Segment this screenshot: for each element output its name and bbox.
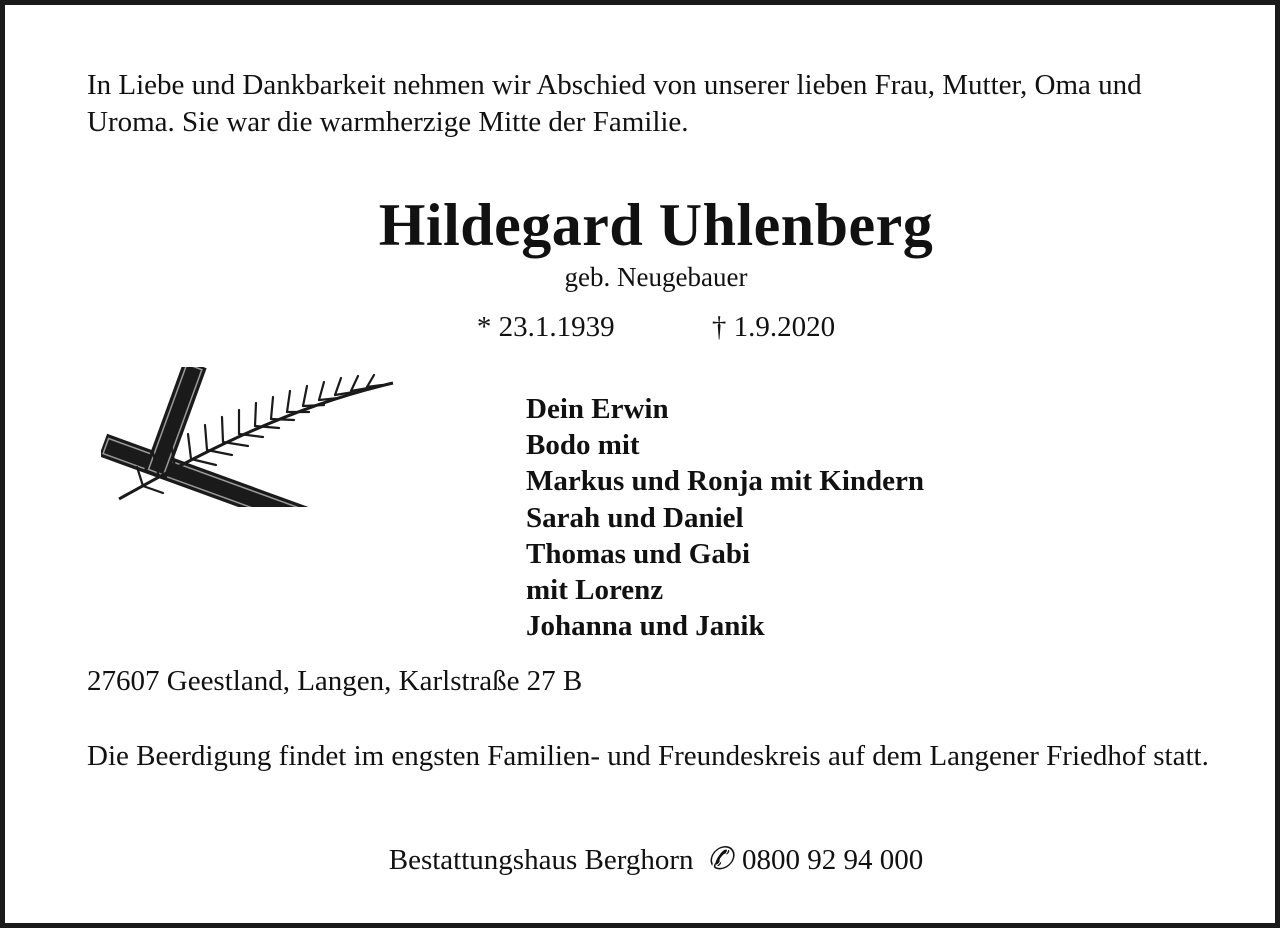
undertaker-line (5, 841, 1280, 877)
mourner-line: Johanna und Janik (526, 610, 765, 643)
undertaker-name: Bestattungshaus Berghorn (388, 844, 694, 876)
mourner-line: Dein Erwin (526, 393, 669, 425)
mourner-line: Markus und Ronja mit Kindern (526, 465, 925, 498)
life-dates (5, 311, 1280, 344)
undertaker-phone: 0800 92 94 000 (741, 844, 924, 876)
cross-and-palm-icon (101, 367, 401, 507)
mourner-line: Thomas und Gabi (526, 537, 751, 570)
death-date: † 1.9.2020 (711, 311, 836, 343)
birth-date: * 23.1.1939 (476, 311, 615, 343)
phone-icon: ✆ (706, 841, 733, 876)
mourners-list (526, 391, 924, 644)
funeral-info: Die Beerdigung findet im engsten Familien- und Freundeskreis auf dem Langener Friedhof statt. (87, 740, 1209, 772)
family-address: 27607 Geestland, Langen, Karlstraße 27 B (87, 665, 583, 697)
mourner-line: Bodo mit (526, 429, 640, 462)
mourner-line: Sarah und Daniel (526, 501, 744, 534)
deceased-name: Hildegard Uhlenberg (378, 192, 934, 258)
intro-text: In Liebe und Dankbarkeit nehmen wir Abschied von unserer lieben Frau, Mutter, Oma und Uroma. Sie war die warmherzige Mitte der Familie. (87, 69, 1142, 138)
birth-name: geb. Neugebauer (564, 262, 748, 292)
mourner-line: mit Lorenz (526, 574, 664, 607)
